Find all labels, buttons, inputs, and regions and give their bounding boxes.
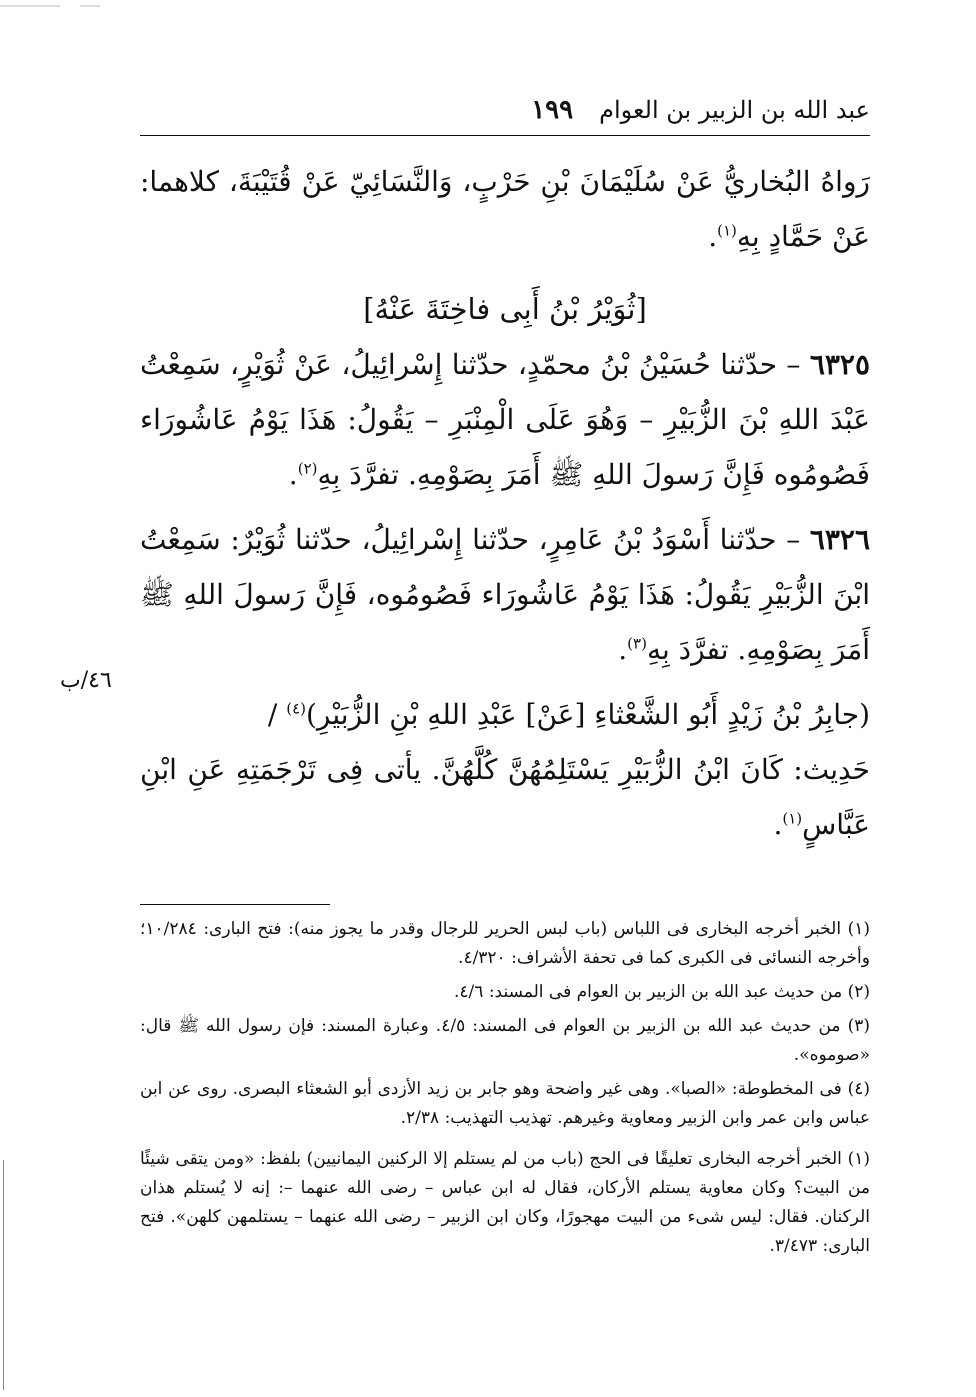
paragraph-end: . (708, 220, 718, 253)
hadith-text: – حدّثنا أَسْوَدُ بْنُ عَامِرٍ، حدّثنا إِسْرائِيلُ، حدّثنا ثُوَيْرٌ: سَمِعْتُ ابْنَ الزُّبَيْرِ يَقُولُ: هَذَا يَوْمُ عَاشُورَاء فَصُومُوه، فَإِنَّ رَسولَ اللهِ ﷺ أَمَرَ بِصَوْمِهِ. تفرَّدَ بِهِ (140, 523, 870, 666)
footnote-3: (٣) من حديث عبد الله بن الزبير بن العوام فى المسند: ٤/٥. وعبارة المسند: فإن رسول الله ﷺ قال: «صوموه». (140, 1016, 870, 1065)
jabir-heading: (جابِرُ بْنُ زَيْدٍ أَبُو الشَّعْثاءِ [عَنْ] عَبْدِ اللهِ بْنِ الزُّبَيْرِ) (305, 698, 870, 731)
footnotes (140, 915, 870, 1266)
footnote-1: (١) الخبر أخرجه البخارى فى اللباس (باب لبس الحرير للرجال وقدر ما يجوز منه): فتح البارى: ١٠/٢٨٤؛ وأخرجه النسائى فى الكبرى كما فى تحفة الأشراف: ٤/٣٢٠. (140, 919, 870, 968)
footnote-ref: (٢) (297, 459, 318, 478)
running-head (140, 90, 870, 130)
footnote-ref: (١) (717, 221, 737, 240)
hadith-end: . (288, 458, 298, 491)
main-text (140, 154, 870, 862)
footnote-1b: (١) الخبر أخرجه البخارى تعليقًا فى الحج (باب من لم يستلم إلا الركنين اليمانيين) بلفظ: «ومن يتقى شيئًا من البيت؟ وكان معاوية يستلم الأركان، فقال له ابن عباس – رضى الله عنهما –: إنه لا يُستلم هذان الركنان. فقال: ليس شىء من البيت مهجورًا، وكان ابن الزبير – رضى الله عنهما – يستلمهن كلهن». فتح البارى: ٣/٤٧٣. (140, 1149, 870, 1256)
jabir-entry (140, 687, 870, 852)
scan-margin-line (3, 1160, 4, 1390)
jabir-hadith-end: . (773, 808, 783, 841)
margin-folio-note: ٤٦/ب (60, 668, 112, 693)
header-rule (140, 135, 870, 136)
jabir-hadith-text: حَدِيث: كَانَ ابْنُ الزُّبَيْرِ يَسْتَلِمُهُنَّ كُلَّهُنَّ. يأتى فِى تَرْجَمَتِهِ عَنِ ابْنِ عَبَّاسٍ (140, 753, 870, 841)
footnote-ref: (١) (782, 809, 803, 828)
footnote-rule (140, 904, 330, 905)
folio-slash: / (267, 698, 287, 731)
paragraph-text: رَواهُ البُخاريُّ عَنْ سُلَيْمَانَ بْنِ حَرْبٍ، وَالنَّسَائِيّ عَنْ قُتَيْبَةَ، كلاهما: عَنْ حَمَّادٍ بِهِ (140, 165, 870, 253)
hadith-number: ٦٣٢٥ (809, 348, 870, 381)
running-head-title: عبد الله بن الزبير بن العوام (599, 96, 870, 124)
footnote-ref: (٣) (627, 634, 647, 653)
paragraph-bukhari (140, 154, 870, 264)
footnote-2: (٢) من حديث عبد الله بن الزبير بن العوام فى المسند: ٤/٦. (454, 982, 870, 1002)
hadith-6326 (140, 512, 870, 677)
hadith-text: – حدّثنا حُسَيْنُ بْنُ محمّدٍ، حدّثنا إِسْرائِيلُ، عَنْ ثُوَيْرٍ، سَمِعْتُ عَبْدَ اللهِ بْنَ الزُّبَيْرِ – وَهُوَ عَلَى الْمِنْبَرِ – يَقُولُ: هَذَا يَوْمُ عَاشُورَاء فَصُومُوه فَإِنَّ رَسولَ اللهِ ﷺ أَمَرَ بِصَوْمِهِ. تفرَّدَ بِهِ (140, 348, 870, 491)
hadith-number: ٦٣٢٦ (809, 523, 870, 556)
book-page (140, 70, 870, 1380)
section-title: [ثُوَيْرُ بْنُ أَبِى فاخِتَةَ عَنْهُ] (363, 292, 647, 326)
footnote-4: (٤) فى المخطوطة: «الصبا». وهى غير واضحة وهو جابر بن زيد الأزدى أبو الشعثاء البصرى. روى عن ابن عباس وابن عمر وابن الزبير ومعاوية وغيرهم. تهذيب التهذيب: ٢/٣٨. (140, 1079, 870, 1128)
hadith-end: . (618, 633, 628, 666)
footnote-ref: (٤) (286, 699, 306, 718)
hadith-6325 (140, 337, 870, 502)
page-number: ١٩٩ (531, 95, 574, 125)
